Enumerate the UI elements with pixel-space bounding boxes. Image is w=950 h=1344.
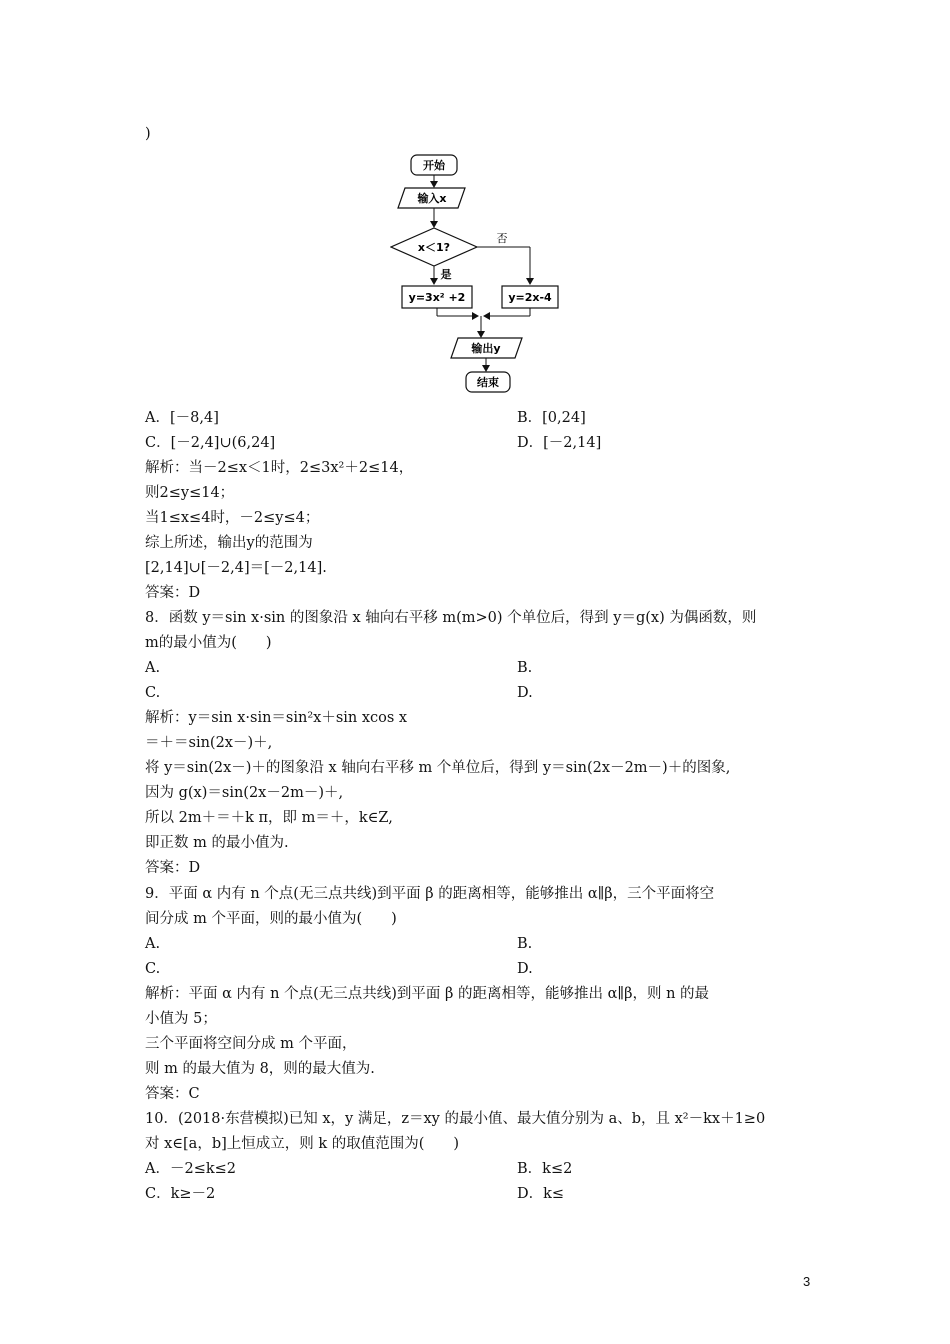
q8-option-c: C. [145, 685, 161, 701]
q7-analysis-line: [2,14]∪[－2,4]＝[－2,14]. [145, 560, 327, 576]
q9-stem-line: 9．平面 α 内有 n 个点(无三点共线)到平面 β 的距离相等，能够推出 α∥β，三个平面将空 [145, 886, 715, 902]
q9-analysis-line: 则 m 的最大值为 8，则的最大值为. [145, 1061, 375, 1077]
flow-yes-label: 是 [440, 268, 452, 281]
q10-stem-line: 对 x∈[a，b]上恒成立，则 k 的取值范围为( ) [145, 1136, 460, 1152]
q9-analysis-line: 解析：平面 α 内有 n 个点(无三点共线)到平面 β 的距离相等，能够推出 α∥β，则 n 的最 [145, 986, 710, 1002]
q10-option-a: A．－2≤k≤2 [145, 1161, 237, 1177]
q8-answer: 答案：D [145, 860, 201, 876]
q7-option-c: C．[－2,4]∪(6,24] [145, 435, 276, 451]
q8-analysis-line: 解析：y＝sin x·sin＝sin²x＋sin xcos x [145, 710, 408, 726]
flow-no-label: 否 [496, 232, 508, 245]
q7-option-d: D．[－2,14] [517, 435, 602, 451]
q7-analysis-line: 则2≤y≤14； [145, 485, 235, 501]
q10-option-b: B．k≤2 [517, 1161, 573, 1177]
q10-option-d: D．k≤ [517, 1186, 565, 1202]
q8-option-d: D. [517, 685, 533, 701]
q8-analysis-line: 将 y＝sin(2x－)＋的图象沿 x 轴向右平移 m 个单位后，得到 y＝sin(2x－2m－)＋的图象, [145, 760, 731, 776]
q8-analysis-line: ＝＋＝sin(2x－)＋, [145, 735, 273, 751]
q9-stem-line: 间分成 m 个平面，则的最小值为( ) [145, 911, 397, 927]
flow-input-label: 输入x [417, 192, 447, 205]
q10-option-c: C．k≥－2 [145, 1186, 216, 1202]
flow-left-process-label: y=3x² +2 [408, 291, 466, 304]
q8-analysis-line: 所以 2m＋＝＋k π，即 m＝＋，k∈Z, [145, 810, 393, 826]
q9-analysis-line: 三个平面将空间分成 m 个平面， [145, 1036, 357, 1052]
q9-option-a: A. [145, 936, 161, 952]
page-number: 3 [803, 1274, 811, 1289]
flow-right-process-label: y=2x-4 [508, 291, 552, 304]
continued-paren: ) [145, 126, 151, 142]
flow-start-label: 开始 [423, 159, 445, 172]
flow-condition-label: x＜1? [417, 241, 451, 254]
q9-option-d: D. [517, 961, 533, 977]
q9-analysis-line: 小值为 5； [145, 1011, 217, 1027]
q7-answer: 答案：D [145, 585, 201, 601]
q7-option-b: B．[0,24] [517, 410, 586, 426]
q8-stem-line: m的最小值为( ) [145, 635, 272, 651]
q9-answer: 答案：C [145, 1086, 200, 1102]
q7-analysis-line: 当1≤x≤4时，－2≤y≤4； [145, 510, 320, 526]
q7-analysis-line: 解析：当－2≤x＜1时，2≤3x²＋2≤14， [145, 460, 414, 476]
q9-option-b: B. [517, 936, 533, 952]
q8-analysis-line: 因为 g(x)＝sin(2x－2m－)＋, [145, 785, 344, 801]
flowchart [390, 150, 570, 400]
q8-analysis-line: 即正数 m 的最小值为. [145, 835, 289, 851]
q8-stem-line: 8．函数 y＝sin x·sin 的图象沿 x 轴向右平移 m(m>0) 个单位后，得到 y＝g(x) 为偶函数，则 [145, 610, 757, 626]
q8-option-b: B. [517, 660, 533, 676]
flow-output-label: 输出y [471, 342, 501, 355]
q10-stem-line: 10．(2018·东营模拟)已知 x，y 满足，z＝xy 的最小值、最大值分别为 a、b，且 x²－kx＋1≥0 [145, 1111, 766, 1127]
q7-option-a: A．[－8,4] [145, 410, 219, 426]
q7-analysis-line: 综上所述，输出y的范围为 [145, 535, 313, 551]
flow-end-label: 结束 [477, 376, 499, 389]
q8-option-a: A. [145, 660, 161, 676]
q9-option-c: C. [145, 961, 161, 977]
